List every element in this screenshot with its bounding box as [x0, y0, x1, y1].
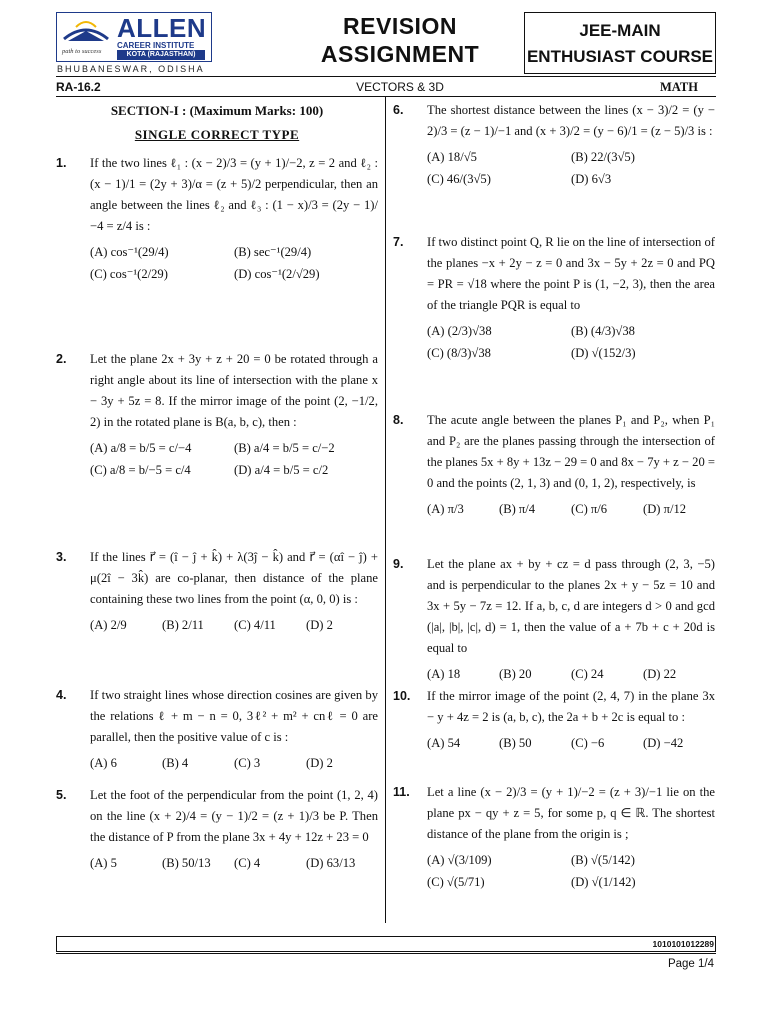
- question-1: [56, 153, 378, 349]
- book-emblem-icon: [62, 17, 110, 45]
- left-column: [56, 100, 378, 874]
- options: [90, 614, 378, 636]
- question-11: [393, 782, 715, 893]
- option-c[interactable]: (C) a/8 = b/−5 = c/4: [90, 463, 191, 477]
- header-divider: [56, 76, 716, 77]
- question-10: [393, 686, 715, 782]
- right-column: [393, 100, 715, 893]
- footer-divider: [56, 953, 716, 954]
- option-a[interactable]: (A) 2/9: [90, 618, 127, 632]
- page-number: Page 1/4: [667, 958, 714, 970]
- option-b[interactable]: (B) 20: [499, 667, 532, 681]
- option-a[interactable]: (A) √(3/109): [427, 853, 492, 867]
- option-c[interactable]: (C) 3: [234, 756, 261, 770]
- question-5: [56, 785, 378, 874]
- question-8: [393, 410, 715, 554]
- section-title: SECTION-I : (Maximum Marks: 100): [110, 103, 324, 118]
- option-a[interactable]: (A) π/3: [427, 502, 464, 516]
- logo-name: ALLEN: [117, 13, 207, 43]
- options: [90, 752, 378, 774]
- option-c[interactable]: (C) 24: [571, 667, 604, 681]
- document-code: 1010101012289: [652, 939, 714, 949]
- option-d[interactable]: (D) π/12: [643, 502, 687, 516]
- question-number: 7.: [393, 235, 404, 249]
- question-9: [393, 554, 715, 686]
- allen-logo: [56, 12, 212, 62]
- option-a[interactable]: (A) (2/3)√38: [427, 324, 492, 338]
- course-line-2: ENTHUSIAST COURSE: [526, 47, 714, 66]
- option-c[interactable]: (C) (8/3)√38: [427, 346, 491, 360]
- assignment-code: RA-16.2: [56, 80, 101, 94]
- options: [90, 241, 378, 285]
- option-b[interactable]: (B) 2/11: [162, 618, 204, 632]
- option-b[interactable]: (B) 22/(3√5): [571, 150, 635, 164]
- option-d[interactable]: (D) 2: [306, 618, 333, 632]
- question-2: [56, 349, 378, 547]
- subheader-divider: [56, 96, 716, 97]
- question-text: If two straight lines whose direction cosines are given by the relations ℓ + m − n = 0, 3ℓ² + m² + cnℓ = 0 are parallel, then the positive value of c is :: [90, 688, 378, 744]
- section-type: SINGLE CORRECT TYPE: [134, 127, 300, 142]
- option-b[interactable]: (B) 4: [162, 756, 189, 770]
- option-b[interactable]: (B) 50/13: [162, 856, 211, 870]
- logo-city: KOTA (RAJASTHAN): [117, 50, 205, 60]
- option-d[interactable]: (D) 22: [643, 667, 677, 681]
- option-d[interactable]: (D) 6√3: [571, 172, 612, 186]
- options: [427, 849, 715, 893]
- options: [90, 852, 378, 874]
- page-title: [300, 12, 500, 68]
- option-b[interactable]: (B) √(5/142): [571, 853, 635, 867]
- column-divider: [385, 97, 386, 923]
- option-a[interactable]: (A) 18: [427, 667, 461, 681]
- question-number: 8.: [393, 413, 404, 427]
- question-text: Let the plane 2x + 3y + z + 20 = 0 be rotated through a right angle about its line of intersection with the plane x − 3y + 5z = 8. If the mirror image of the point (2, −1/2, 2) in the rotated plane is B(a, b, c), then :: [90, 352, 378, 429]
- options: [427, 663, 715, 685]
- question-number: 1.: [56, 156, 67, 170]
- question-4: [56, 685, 378, 785]
- option-d[interactable]: (D) cos⁻¹(2/√29): [234, 267, 320, 281]
- question-number: 5.: [56, 788, 67, 802]
- question-text: If the mirror image of the point (2, 4, 7) in the plane 3x − y + 4z = 2 is (a, b, c), the 2a + b + 2c is equal to :: [427, 689, 715, 724]
- option-b[interactable]: (B) a/4 = b/5 = c/−2: [234, 441, 335, 455]
- question-text: If the lines r⃗ = (î − ĵ + k̂) + λ(3ĵ − k̂) and r⃗ = (αî − ĵ) + μ(2î − 3k̂) are co-planar, then distance of the plane containing these two lines from the point (α, 0, 0) is :: [90, 550, 378, 606]
- option-c[interactable]: (C) 46/(3√5): [427, 172, 491, 186]
- option-a[interactable]: (A) 5: [90, 856, 117, 870]
- question-6: [393, 100, 715, 232]
- question-text: Let the plane ax + by + cz = d pass through (2, 3, −5) and is perpendicular to the planes 2x + y − 5z = 10 and 3x + 5y − 7z = 12. If a, b, c, d are integers d > 0 and gcd (|a|, |b|, |c|, d) = 1, then the value of a + 7b + c + 20d is equal to: [427, 557, 715, 655]
- options: [427, 498, 715, 520]
- option-c[interactable]: (C) 4: [234, 856, 261, 870]
- course-line-1: JEE-MAIN: [579, 21, 661, 40]
- option-c[interactable]: (C) −6: [571, 736, 605, 750]
- option-d[interactable]: (D) a/4 = b/5 = c/2: [234, 463, 329, 477]
- option-a[interactable]: (A) 6: [90, 756, 117, 770]
- question-7: [393, 232, 715, 410]
- subject-topic: VECTORS & 3D: [356, 80, 444, 94]
- question-text: The acute angle between the planes P₁ and P₂, when P₁ and P₂ are the planes passing through the intersection of the planes 5x + 8y + 13z − 29 = 0 and 8x − 7y + z − 20 = 0 and the points (2, 1, 3) and (0, 1, 2), respectively, is: [427, 413, 716, 490]
- option-d[interactable]: (D) −42: [643, 736, 684, 750]
- question-text: If the two lines ℓ₁ : (x − 2)/3 = (y + 1)/−2, z = 2 and ℓ₂ : (x − 1)/1 = (2y + 3)/α = (z + 5)/2 perpendicular, then an angle between the lines ℓ₂ and ℓ₃ : (1 − x)/3 = (2y − 1)/−4 = z/4 is :: [90, 156, 378, 233]
- options: [427, 732, 715, 754]
- course-box: [524, 12, 716, 74]
- branch-name: BHUBANESWAR, ODISHA: [57, 64, 205, 74]
- question-3: [56, 547, 378, 685]
- question-text: Let a line (x − 2)/3 = (y + 1)/−2 = (z + 3)/−1 lie on the plane px − qy + z = 5, for some p, q ∈ ℝ. The shortest distance of the plane from the origin is ;: [427, 785, 715, 841]
- title-line-1: REVISION: [343, 13, 457, 39]
- option-a[interactable]: (A) 18/√5: [427, 150, 477, 164]
- question-number: 2.: [56, 352, 67, 366]
- option-a[interactable]: (A) 54: [427, 736, 461, 750]
- option-d[interactable]: (D) 63/13: [306, 856, 356, 870]
- question-number: 3.: [56, 550, 67, 564]
- question-number: 10.: [393, 689, 411, 703]
- option-a[interactable]: (A) a/8 = b/5 = c/−4: [90, 441, 192, 455]
- options: [427, 320, 715, 364]
- option-d[interactable]: (D) √(1/142): [571, 875, 636, 889]
- question-text: If two distinct point Q, R lie on the line of intersection of the planes −x + 2y − z = 0 and 3x − 5y + 2z = 0 and PQ = PR = √18 where the point P is (1, −2, 3), then the area of the triangle PQR is equal to: [427, 235, 715, 312]
- option-a[interactable]: (A) cos⁻¹(29/4): [90, 245, 169, 259]
- option-c[interactable]: (C) 4/11: [234, 618, 276, 632]
- options: [427, 146, 715, 190]
- question-text: The shortest distance between the lines (x − 3)/2 = (y − 2)/3 = (z − 1)/−1 and (x + 3)/2 = (y − 6)/1 = (z − 5)/3 is :: [427, 103, 715, 138]
- question-number: 9.: [393, 557, 404, 571]
- option-b[interactable]: (B) sec⁻¹(29/4): [234, 245, 312, 259]
- option-b[interactable]: (B) π/4: [499, 502, 536, 516]
- options: [90, 437, 378, 481]
- option-d[interactable]: (D) 2: [306, 756, 333, 770]
- title-line-2: ASSIGNMENT: [320, 41, 480, 67]
- option-c[interactable]: (C) π/6: [571, 502, 608, 516]
- question-number: 6.: [393, 103, 404, 117]
- subject-label: MATH: [660, 80, 698, 94]
- option-d[interactable]: (D) √(152/3): [571, 346, 636, 360]
- option-b[interactable]: (B) (4/3)√38: [571, 324, 635, 338]
- option-b[interactable]: (B) 50: [499, 736, 532, 750]
- logo-tagline: path to success: [62, 48, 102, 55]
- footer-box: [56, 936, 716, 952]
- question-number: 4.: [56, 688, 67, 702]
- option-c[interactable]: (C) √(5/71): [427, 875, 485, 889]
- logo-subtitle: CAREER INSTITUTE: [117, 41, 195, 50]
- option-c[interactable]: (C) cos⁻¹(2/29): [90, 267, 168, 281]
- question-number: 11.: [393, 785, 410, 799]
- question-text: Let the foot of the perpendicular from the point (1, 2, 4) on the line (x + 2)/4 = (y − 1)/2 = (z + 1)/3 be P. Then the distance of P from the plane 3x + 4y + 12z + 23 = 0: [90, 788, 378, 844]
